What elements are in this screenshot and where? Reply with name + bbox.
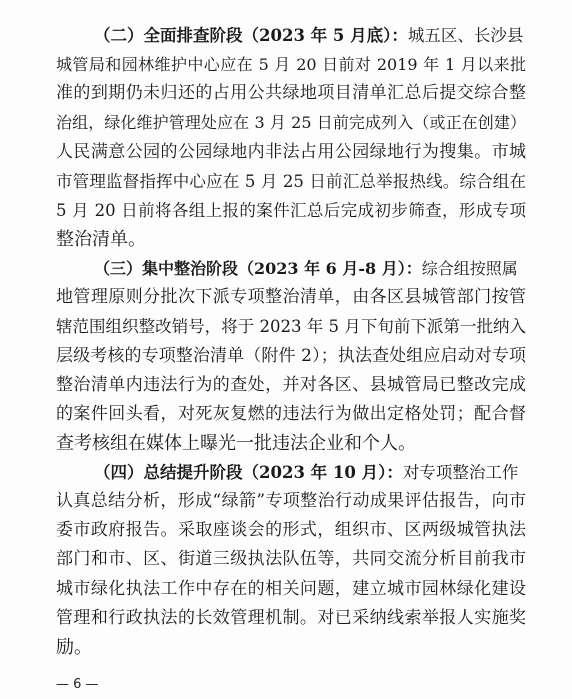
- section4-line-1-text: 对专项整治工作: [402, 463, 519, 483]
- section3-line-7: 查考核组在媒体上曝光一批违法企业和个人。: [56, 432, 416, 454]
- section3-line-1-text: 综合组按照属: [421, 259, 518, 279]
- section2-line-8: 整治清单。: [56, 228, 146, 250]
- section2-line-2: 城管局和园林维护中心应在 5 月 20 日前对 2019 年 1 月以来批: [56, 55, 526, 75]
- section4-line-2: 认真总结分析，形成“绿箭”专项整治行动成果评估报告，向市: [56, 491, 526, 512]
- section4-line-4: 部门和市、区、街道三级执法队伍等，共同交流分析目前我市: [56, 549, 526, 570]
- section3-line-1: [94, 254, 526, 283]
- page-number: — 6 —: [56, 677, 99, 692]
- section4-line-5: 城市绿化执法工作中存在的相关问题，建立城市园林绿化建设: [56, 578, 526, 599]
- section3-line-3: 辖范围组织整改销号，将于 2023 年 5 月下旬前下派第一批纳入: [56, 317, 526, 337]
- section4-line-7: 励。: [56, 636, 92, 658]
- section2-line-6: 市管理监督指挥中心应在 5 月 25 日前汇总举报热线。综合组在: [56, 171, 526, 191]
- section3-line-6: 的案件回头看，对死灰复燃的违法行为做出定格处罚；配合督: [56, 403, 526, 424]
- section2-line-4: 治组，绿化维护管理处应在 3 月 25 日前完成列入（或正在创建）: [56, 113, 526, 133]
- section3-line-2: 地管理原则分批次下派专项整治清单，由各区县城管部门按管: [56, 287, 526, 308]
- section3-heading: （三）集中整治阶段（2023 年 6 月-8 月）：: [94, 259, 422, 279]
- section2-line-3: 准的到期仍未归还的占用公共绿地项目清单汇总后提交综合整: [56, 83, 526, 104]
- section3-line-5: 整治清单内违法行为的查处，并对各区、县城管局已整改完成: [56, 374, 526, 395]
- section4-heading: （四）总结提升阶段（2023 年 10 月）：: [94, 463, 403, 483]
- section3-line-4: 层级考核的专项整治清单（附件 2）；执法查处组应启动对专项: [56, 345, 526, 366]
- section2-line-7: 5 月 20 日前将各组上报的案件汇总后完成初步筛查，形成专项: [56, 200, 526, 220]
- section4-line-6: 管理和行政执法的长效管理机制。对已采纳线索举报人实施奖: [56, 607, 526, 628]
- section4-line-3: 委市政府报告。采取座谈会的形式，组织市、区两级城管执法: [56, 520, 526, 541]
- section4-line-1: [94, 458, 526, 487]
- section2-line-1: [94, 21, 526, 50]
- section2-line-1-text: 城五区、长沙县: [407, 26, 524, 45]
- section2-line-5: 人民满意公园的公园绿地内非法占用公园绿地行为搜集。市城: [56, 141, 526, 162]
- section2-heading: （二）全面排查阶段（2023 年 5 月底）：: [94, 26, 408, 45]
